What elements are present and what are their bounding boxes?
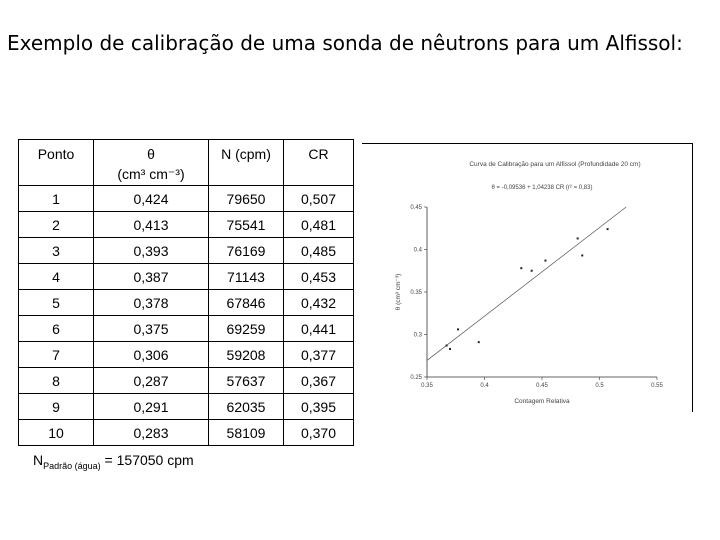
- data-point: [531, 270, 533, 272]
- chart-equation: θ = -0,09536 + 1,04238 CR (r² = 0,83): [491, 185, 593, 191]
- cell-cr: 0,370: [284, 420, 354, 446]
- cell-n: 71143: [209, 264, 284, 290]
- y-tick-label: 0.35: [410, 290, 422, 296]
- cell-ponto: 4: [19, 264, 94, 290]
- table-row: [19, 264, 354, 290]
- cell-cr: 0,481: [284, 212, 354, 238]
- cell-n: 58109: [209, 420, 284, 446]
- cell-n: 69259: [209, 316, 284, 342]
- cell-n: 59208: [209, 342, 284, 368]
- calibration-chart-panel: [362, 143, 693, 412]
- cell-cr: 0,485: [284, 238, 354, 264]
- cell-theta: 0,306: [94, 342, 209, 368]
- header-n: N (cpm): [209, 140, 284, 186]
- table-row: [19, 290, 354, 316]
- y-tick-label: 0.25: [410, 375, 422, 381]
- cell-n: 79650: [209, 186, 284, 212]
- table-row: [19, 368, 354, 394]
- note-value: = 157050 cpm: [100, 452, 194, 468]
- table-header-row: [19, 140, 354, 186]
- cell-n: 67846: [209, 290, 284, 316]
- table-row: [19, 342, 354, 368]
- data-point: [607, 228, 609, 230]
- data-point: [581, 254, 583, 256]
- table-row: [19, 238, 354, 264]
- reference-count-note: [33, 452, 194, 471]
- cell-theta: 0,424: [94, 186, 209, 212]
- cell-theta: 0,291: [94, 394, 209, 420]
- header-ponto: Ponto: [19, 140, 94, 186]
- data-point: [449, 348, 451, 350]
- y-tick-label: 0.3: [413, 332, 422, 339]
- table-row: [19, 420, 354, 446]
- cell-cr: 0,377: [284, 342, 354, 368]
- data-point: [457, 328, 459, 330]
- cell-theta: 0,387: [94, 264, 209, 290]
- cell-n: 62035: [209, 394, 284, 420]
- chart-title: Curva de Calibração para um Alfissol (Profundidade 20 cm): [469, 161, 641, 168]
- cell-n: 75541: [209, 212, 284, 238]
- cell-n: 57637: [209, 368, 284, 394]
- cell-theta: 0,378: [94, 290, 209, 316]
- x-tick-label: 0.35: [421, 383, 433, 389]
- cell-ponto: 8: [19, 368, 94, 394]
- calibration-table: [18, 139, 354, 446]
- cell-theta: 0,287: [94, 368, 209, 394]
- note-prefix: N: [33, 452, 44, 468]
- trendline: [427, 207, 626, 360]
- cell-ponto: 9: [19, 394, 94, 420]
- cell-theta: 0,375: [94, 316, 209, 342]
- data-point: [544, 260, 546, 262]
- data-point: [478, 341, 480, 343]
- y-tick-label: 0.45: [410, 205, 422, 211]
- cell-ponto: 3: [19, 238, 94, 264]
- cell-cr: 0,432: [284, 290, 354, 316]
- cell-ponto: 1: [19, 186, 94, 212]
- cell-ponto: 2: [19, 212, 94, 238]
- slide-title: Exemplo de calibração de uma sonda de nêutrons para um Alfissol:: [7, 31, 683, 55]
- x-axis-label: Contagem Relativa: [514, 398, 570, 405]
- cell-ponto: 10: [19, 420, 94, 446]
- data-point: [446, 345, 448, 347]
- data-point: [577, 237, 579, 239]
- header-theta: [94, 140, 209, 186]
- x-tick-label: 0.4: [480, 383, 489, 389]
- cell-ponto: 7: [19, 342, 94, 368]
- table-row: [19, 212, 354, 238]
- note-subscript: Padrão (água): [43, 460, 101, 471]
- header-theta-symbol: θ: [147, 146, 155, 162]
- cell-ponto: 6: [19, 316, 94, 342]
- cell-ponto: 5: [19, 290, 94, 316]
- cell-cr: 0,441: [284, 316, 354, 342]
- cell-theta: 0,413: [94, 212, 209, 238]
- cell-cr: 0,453: [284, 264, 354, 290]
- cell-cr: 0,367: [284, 368, 354, 394]
- table-row: [19, 186, 354, 212]
- y-tick-label: 0.4: [413, 247, 422, 254]
- calibration-chart: [362, 144, 692, 412]
- x-tick-label: 0.5: [595, 383, 604, 389]
- data-point: [520, 267, 522, 269]
- y-axis-label: θ (cm³ cm⁻³): [395, 273, 402, 311]
- table-row: [19, 316, 354, 342]
- cell-cr: 0,395: [284, 394, 354, 420]
- x-tick-label: 0.45: [536, 383, 548, 389]
- cell-theta: 0,393: [94, 238, 209, 264]
- cell-theta: 0,283: [94, 420, 209, 446]
- header-theta-unit: (cm³ cm⁻³): [117, 166, 185, 182]
- cell-cr: 0,507: [284, 186, 354, 212]
- header-cr: CR: [284, 140, 354, 186]
- cell-n: 76169: [209, 238, 284, 264]
- table-row: [19, 394, 354, 420]
- x-tick-label: 0.55: [651, 383, 663, 389]
